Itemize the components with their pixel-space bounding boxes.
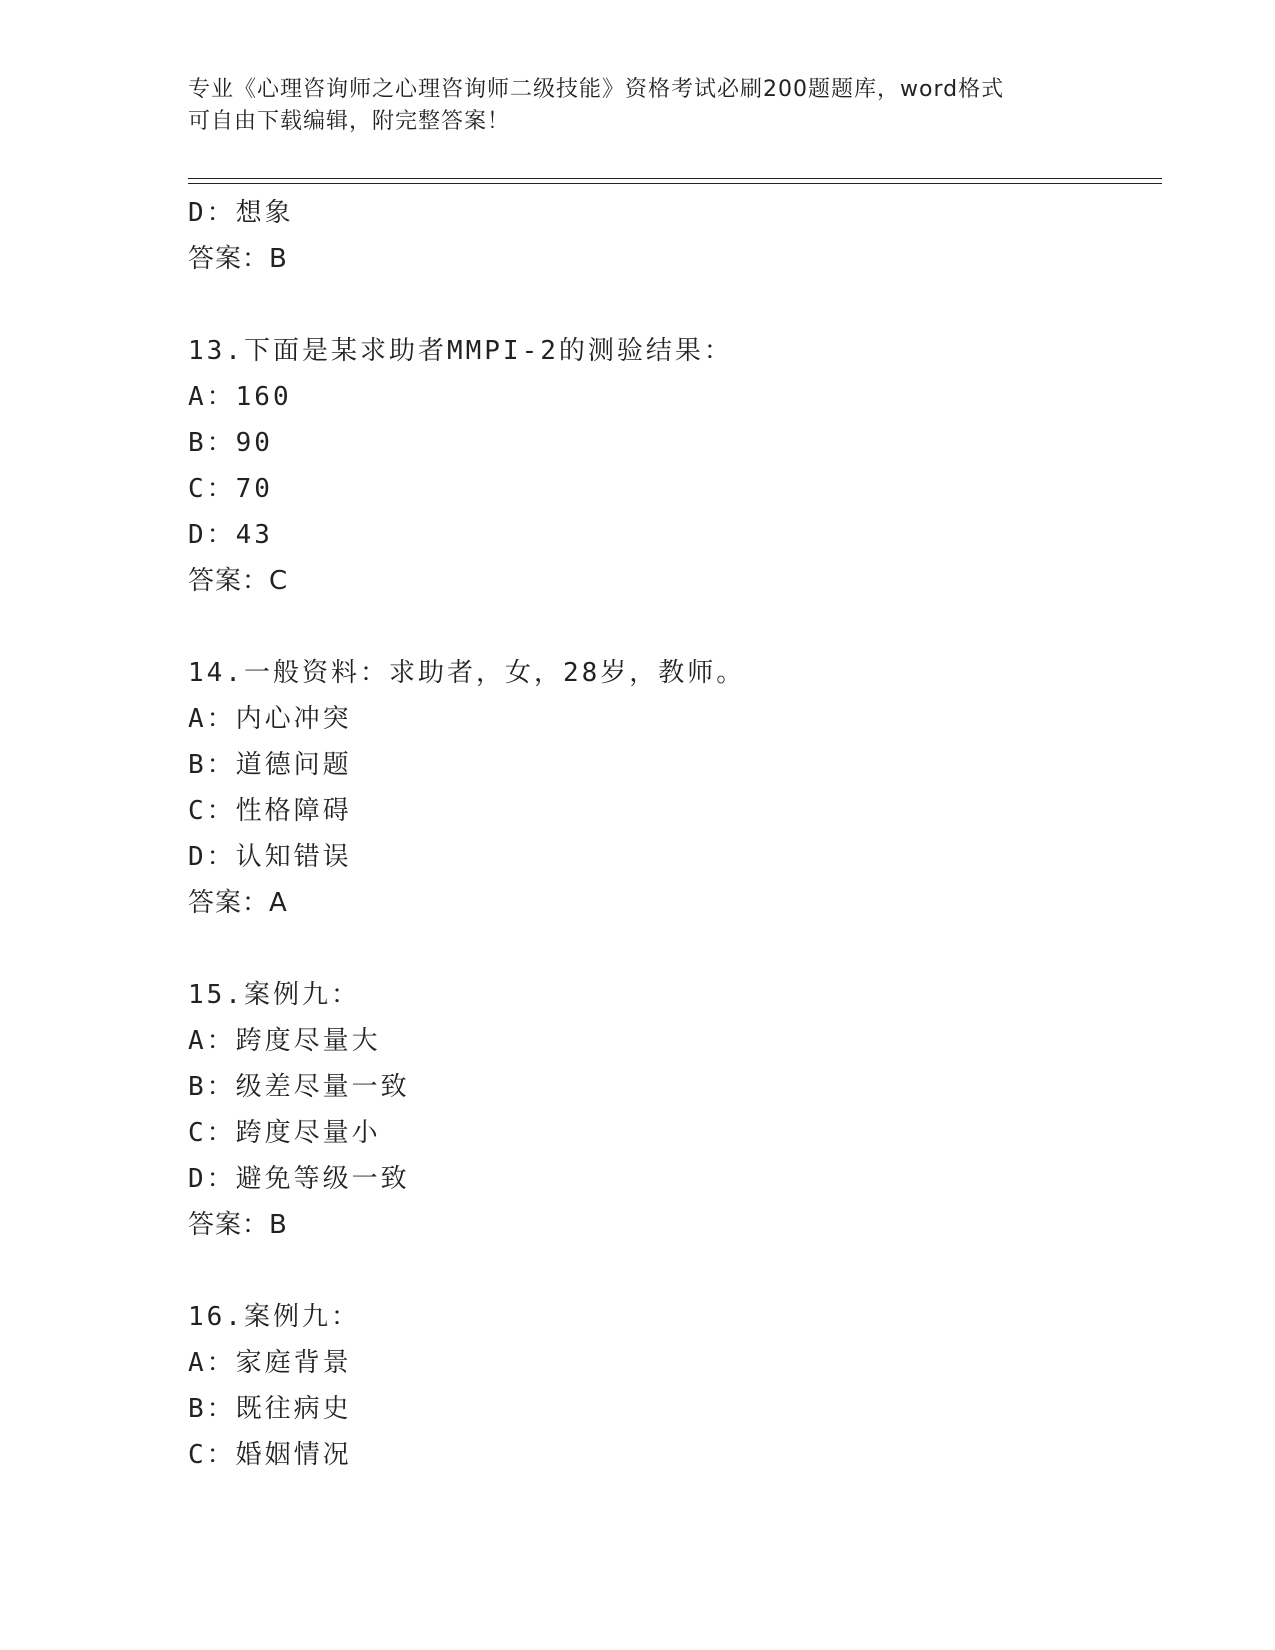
option-a: A：家庭背景 [188,1348,352,1378]
question-stem: 14.一般资料：求助者，女，28岁，教师。 [188,658,746,688]
answer: 答案：C [188,566,289,596]
option-a: A：内心冲突 [188,704,352,734]
spacer [188,926,1162,972]
option-c: C：跨度尽量小 [188,1118,381,1148]
question-list [188,190,1162,1478]
option-d: D：认知错误 [188,842,352,872]
option-c: C：70 [188,474,273,504]
option-c: C：婚姻情况 [188,1440,352,1470]
answer: 答案：B [188,1210,288,1240]
question-16 [188,1294,1162,1478]
option-a: A：160 [188,382,292,412]
option-b: B：既往病史 [188,1394,352,1424]
question-13 [188,328,1162,604]
spacer [188,604,1162,650]
answer: 答案：B [188,244,288,274]
option-a: A：跨度尽量大 [188,1026,381,1056]
spacer [188,282,1162,328]
header-line-2: 可自由下载编辑，附完整答案！ [188,109,511,134]
question-15 [188,972,1162,1248]
option-b: B：90 [188,428,273,458]
header-divider [188,178,1162,184]
option-d: D：想象 [188,198,294,228]
option-b: B：级差尽量一致 [188,1072,410,1102]
option-d: D：43 [188,520,273,550]
question-stem: 13.下面是某求助者MMPI-2的测验结果： [188,336,733,366]
question-stem: 15.案例九： [188,980,360,1010]
option-b: B：道德问题 [188,750,352,780]
spacer [188,1248,1162,1294]
document-header [188,74,1088,138]
header-line-1: 专业《心理咨询师之心理咨询师二级技能》资格考试必刷200题题库，word格式 [188,77,1005,102]
answer: 答案：A [188,888,288,918]
option-d: D：避免等级一致 [188,1164,410,1194]
option-c: C：性格障碍 [188,796,352,826]
question-14 [188,650,1162,926]
question-stem: 16.案例九： [188,1302,360,1332]
